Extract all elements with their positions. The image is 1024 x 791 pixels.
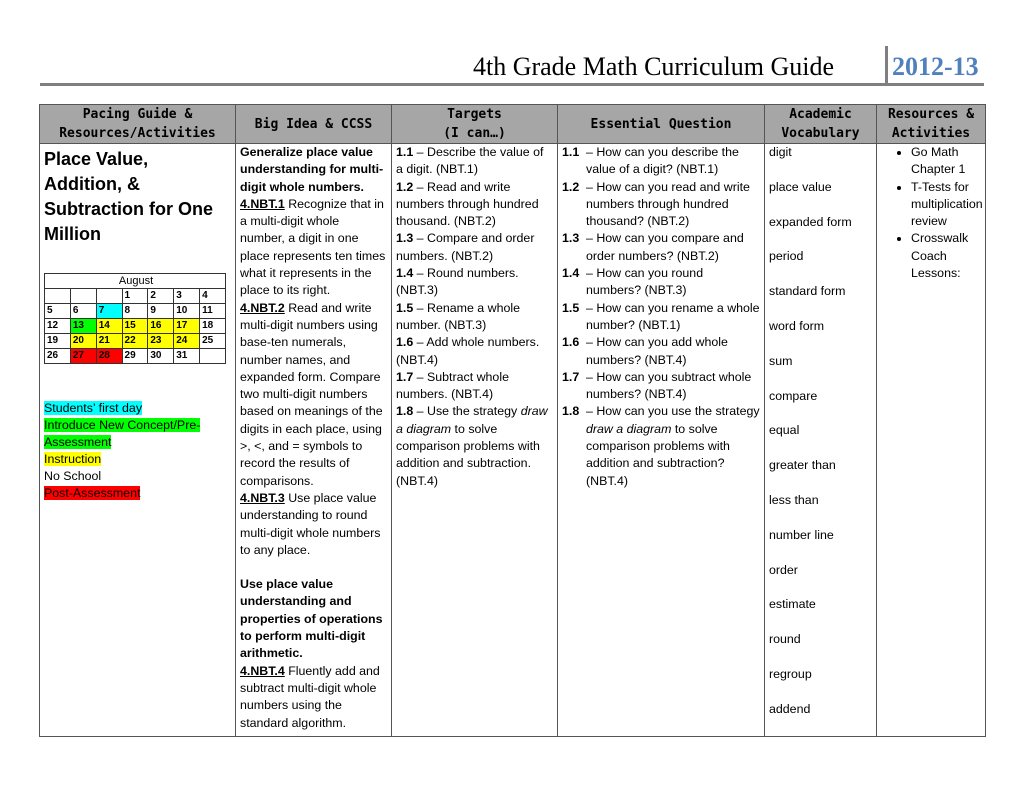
calendar-day: 27 — [70, 349, 96, 364]
calendar-day: 13 — [70, 319, 96, 334]
calendar-week — [45, 349, 226, 364]
calendar-day: 12 — [45, 319, 71, 334]
vocab-term: addend — [769, 701, 811, 716]
calendar-day — [45, 289, 71, 304]
resources-list — [881, 144, 981, 282]
vocab-term: period — [769, 249, 804, 264]
header-essential-question: Essential Question — [558, 105, 765, 144]
calendar-day: 7 — [96, 304, 122, 319]
target-item: 1.1 – Describe the value of a digit. (NBT.1) — [396, 145, 544, 177]
big-idea-cell — [236, 144, 392, 737]
calendar-day: 10 — [174, 304, 200, 319]
document-header — [40, 46, 984, 86]
table-row — [40, 144, 986, 737]
header-vocabulary: Academic Vocabulary — [765, 105, 877, 144]
legend-first-day: Students’ first day — [44, 401, 143, 415]
document-title: 4th Grade Math Curriculum Guide — [472, 52, 834, 81]
calendar-day: 29 — [122, 349, 148, 364]
calendar-legend — [44, 400, 231, 502]
big-idea-heading: Generalize place value understanding for multi-digit whole numbers. — [240, 145, 384, 194]
resource-item: • Crosswalk Coach Lessons: — [911, 230, 981, 282]
targets-cell — [392, 144, 558, 737]
calendar-day: 9 — [148, 304, 174, 319]
calendar-day — [70, 289, 96, 304]
curriculum-table — [39, 104, 986, 737]
calendar-week — [45, 334, 226, 349]
target-item: 1.5 – Rename a whole number. (NBT.3) — [396, 300, 520, 332]
target-item: 1.8 – Use the strategy draw a diagram to solve comparison problems with addition and subtraction. (NBT.4) — [396, 404, 548, 488]
legend-no-school: No School — [44, 469, 102, 483]
header-rule — [40, 83, 984, 86]
vocab-term: number line — [769, 527, 834, 542]
vocab-term: word form — [769, 318, 825, 333]
unit-title: Place Value, Addition, & Subtraction for One Million — [44, 149, 214, 244]
vocab-term: estimate — [769, 597, 816, 612]
calendar-day: 21 — [96, 334, 122, 349]
vocabulary-cell — [765, 144, 877, 737]
vocab-term: greater than — [769, 458, 836, 473]
legend-new-concept: Introduce New Concept/Pre- — [44, 418, 201, 432]
header-resources: Resources & Activities — [877, 105, 986, 144]
header-targets: Targets (I can…) — [392, 105, 558, 144]
table-header-row — [40, 105, 986, 144]
standard-nbt2: 4.NBT.2 Read and write multi-digit numbers using base-ten numerals, number names, and expanded form. Compare two multi-digit numbers based on meanings of the digits in each place, using >, <, and = symbols to record the results of comparisons. — [240, 300, 383, 488]
target-item: 1.3 – Compare and order numbers. (NBT.2) — [396, 231, 535, 263]
calendar-day: 5 — [45, 304, 71, 319]
calendar-day: 11 — [200, 304, 226, 319]
big-idea-heading-2: Use place value understanding and properties of operations to perform multi-digit arithmetic. — [240, 577, 383, 661]
standard-nbt4: 4.NBT.4 Fluently add and subtract multi-digit whole numbers using the standard algorithm. — [240, 663, 380, 730]
calendar-day: 20 — [70, 334, 96, 349]
header-big-idea: Big Idea & CCSS — [236, 105, 392, 144]
calendar-day: 17 — [174, 319, 200, 334]
essential-question-cell — [558, 144, 765, 737]
calendar-week — [45, 304, 226, 319]
calendar-day: 14 — [96, 319, 122, 334]
vocab-term: compare — [769, 388, 818, 403]
target-item: 1.6 – Add whole numbers. (NBT.4) — [396, 335, 540, 367]
vocab-term: expanded form — [769, 214, 852, 229]
calendar-day: 30 — [148, 349, 174, 364]
document-year: 2012-13 — [892, 52, 979, 81]
vocab-term: less than — [769, 492, 819, 507]
calendar-day: 22 — [122, 334, 148, 349]
calendar-day: 19 — [45, 334, 71, 349]
resources-cell — [877, 144, 986, 737]
target-item: 1.2 – Read and write numbers through hundred thousand. (NBT.2) — [396, 179, 539, 229]
vocab-term: round — [769, 632, 801, 647]
calendar-day: 26 — [45, 349, 71, 364]
vocab-term: regroup — [769, 666, 812, 681]
question-item: 1.3 – How can you compare and order numbers? (NBT.2) — [562, 231, 744, 263]
calendar-day: 2 — [148, 289, 174, 304]
calendar-day: 15 — [122, 319, 148, 334]
calendar-day: 1 — [122, 289, 148, 304]
calendar-day: 18 — [200, 319, 226, 334]
standard-nbt3: 4.NBT.3 Use place value understanding to round multi-digit whole numbers to any place. — [240, 490, 381, 557]
vocab-term: digit — [769, 145, 792, 159]
resource-item: • Go Math Chapter 1 — [911, 144, 981, 179]
august-calendar — [44, 273, 226, 364]
calendar-day: 25 — [200, 334, 226, 349]
question-item: 1.2 – How can you read and write numbers through hundred thousand? (NBT.2) — [562, 179, 750, 229]
question-item: 1.5 – How can you rename a whole number? (NBT.1) — [562, 300, 760, 332]
vocab-term: standard form — [769, 284, 846, 299]
calendar-day: 28 — [96, 349, 122, 364]
vocab-term: place value — [769, 179, 832, 194]
calendar-day: 31 — [174, 349, 200, 364]
calendar-week — [45, 319, 226, 334]
calendar-day: 4 — [200, 289, 226, 304]
question-item: 1.1 – How can you describe the value of a digit? (NBT.1) — [562, 145, 739, 177]
vocab-term: order — [769, 562, 798, 577]
standard-nbt1: 4.NBT.1 Recognize that in a multi-digit whole number, a digit in one place represents ten times what it represents in the place to its right. — [240, 196, 386, 298]
calendar-week — [45, 289, 226, 304]
legend-post-assessment: Post-Assessment — [44, 486, 141, 500]
header-divider — [885, 46, 888, 86]
target-item: 1.4 – Round numbers. (NBT.3) — [396, 266, 519, 298]
calendar-month: August — [45, 274, 226, 289]
calendar-day: 3 — [174, 289, 200, 304]
pacing-cell — [40, 144, 236, 737]
calendar-day: 24 — [174, 334, 200, 349]
target-item: 1.7 – Subtract whole numbers. (NBT.4) — [396, 369, 509, 402]
calendar-day — [200, 349, 226, 364]
legend-instruction: Instruction — [44, 452, 102, 466]
resource-item: • T-Tests for multiplication review — [911, 179, 981, 231]
question-item: 1.8 – How can you use the strategy draw a diagram to solve comparison problems with addition and subtraction? (NBT.4) — [562, 404, 760, 488]
vocab-term: equal — [769, 423, 800, 438]
question-item: 1.4 – How can you round numbers? (NBT.3) — [562, 266, 704, 298]
calendar-day: 8 — [122, 304, 148, 319]
calendar-day: 23 — [148, 334, 174, 349]
calendar-day: 6 — [70, 304, 96, 319]
calendar-day: 16 — [148, 319, 174, 334]
header-pacing: Pacing Guide & Resources/Activities — [40, 105, 236, 144]
legend-new-concept-cont: Assessment — [44, 435, 112, 449]
question-item: 1.7 – How can you subtract whole numbers? (NBT.4) — [562, 369, 752, 402]
vocab-term: sum — [769, 353, 793, 368]
calendar-day — [96, 289, 122, 304]
question-item: 1.6 – How can you add whole numbers? (NBT.4) — [562, 335, 728, 367]
